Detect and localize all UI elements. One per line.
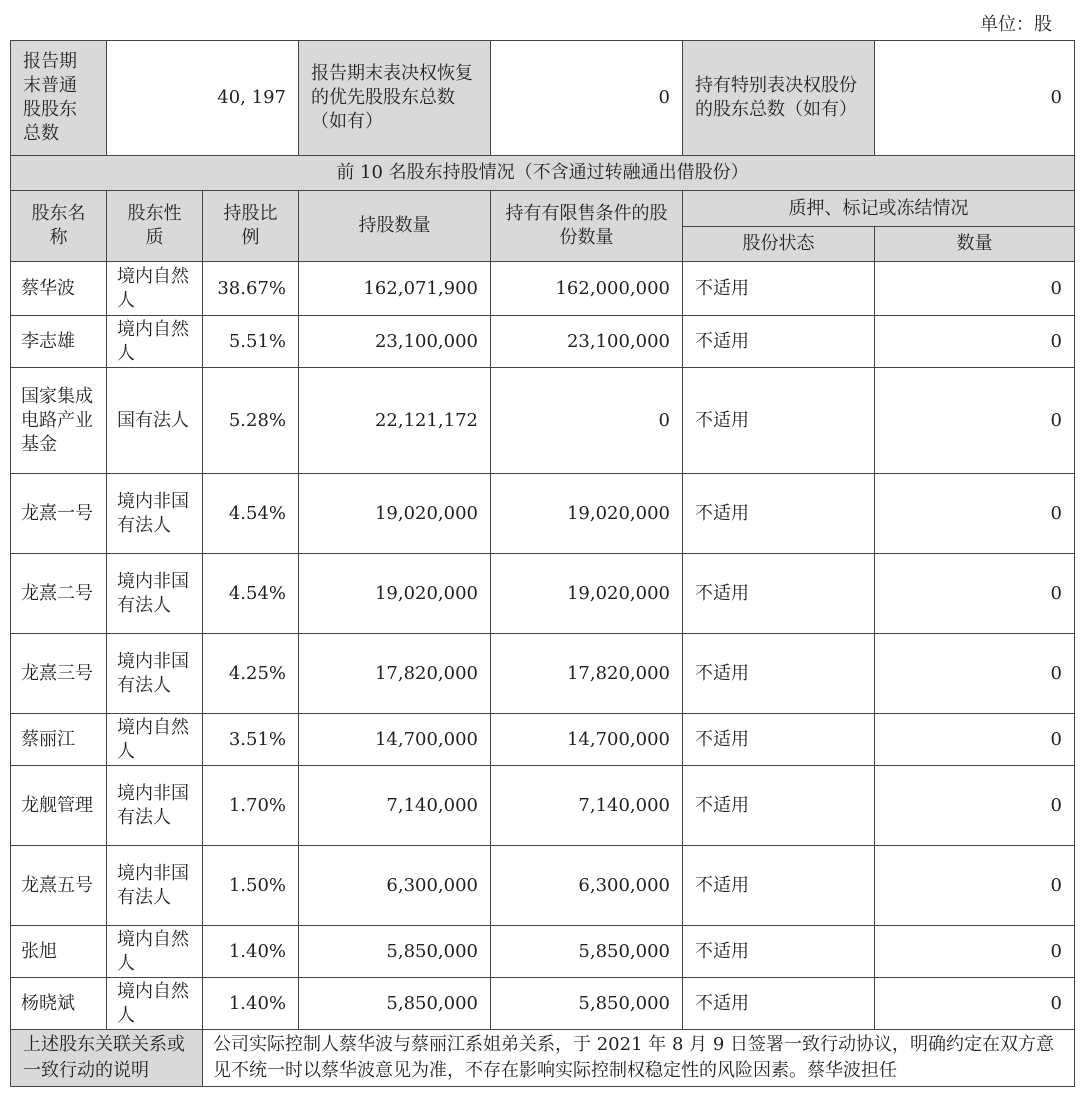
- shareholder-nature: 境内非国有法人: [107, 766, 203, 846]
- shares-held: 14,700,000: [299, 714, 491, 766]
- pledge-status: 不适用: [683, 554, 875, 634]
- note-text: 公司实际控制人蔡华波与蔡丽江系姐弟关系，于 2021 年 8 月 9 日签署一致行动协议，明确约定在双方意见不统一时以蔡华波意见为准，不存在影响实际控制权稳定性的风险因素。蔡华波担任: [203, 1030, 1075, 1087]
- restricted-shares: 7,140,000: [491, 766, 683, 846]
- pledge-status: 不适用: [683, 766, 875, 846]
- header-pledge-status: 股份状态: [683, 227, 875, 262]
- pledge-quantity: 0: [875, 978, 1075, 1030]
- pledge-quantity: 0: [875, 714, 1075, 766]
- table-row: [11, 474, 1075, 554]
- shares-held: 22,121,172: [299, 368, 491, 474]
- header-pledge-group: 质押、标记或冻结情况: [683, 191, 1075, 227]
- pledge-status: 不适用: [683, 634, 875, 714]
- pledge-quantity: 0: [875, 316, 1075, 368]
- shareholder-nature: 境内非国有法人: [107, 554, 203, 634]
- total-shareholders-label: 报告期末普通股股东总数: [11, 41, 107, 156]
- unit-label: 单位：股: [980, 14, 1052, 35]
- header-shares: 持股数量: [299, 191, 491, 262]
- restricted-shares: 5,850,000: [491, 978, 683, 1030]
- shareholder-name: 龙熹五号: [11, 846, 107, 926]
- pledge-status: 不适用: [683, 474, 875, 554]
- shareholder-name: 龙舰管理: [11, 766, 107, 846]
- pledge-status: 不适用: [683, 846, 875, 926]
- shareholding-ratio: 38.67%: [203, 262, 299, 316]
- table-row: [11, 316, 1075, 368]
- restricted-shares: 14,700,000: [491, 714, 683, 766]
- shareholding-ratio: 1.70%: [203, 766, 299, 846]
- total-shareholders-value: 40, 197: [107, 41, 299, 156]
- preferred-shareholders-value: 0: [491, 41, 683, 156]
- header-restricted: 持有有限售条件的股份数量: [491, 191, 683, 262]
- shareholder-name: 国家集成电路产业基金: [11, 368, 107, 474]
- shares-held: 5,850,000: [299, 926, 491, 978]
- pledge-quantity: 0: [875, 926, 1075, 978]
- shareholder-name: 李志雄: [11, 316, 107, 368]
- pledge-quantity: 0: [875, 368, 1075, 474]
- shareholding-ratio: 5.28%: [203, 368, 299, 474]
- shares-held: 162,071,900: [299, 262, 491, 316]
- shareholder-nature: 境内自然人: [107, 926, 203, 978]
- shareholder-nature: 国有法人: [107, 368, 203, 474]
- header-name: 股东名称: [11, 191, 107, 262]
- section-title: 前 10 名股东持股情况（不含通过转融通出借股份）: [11, 156, 1075, 191]
- shareholder-nature: 境内非国有法人: [107, 474, 203, 554]
- shareholder-table: [10, 40, 1075, 1087]
- shareholder-name: 龙熹一号: [11, 474, 107, 554]
- note-label: 上述股东关联关系或一致行动的说明: [11, 1030, 203, 1087]
- pledge-status: 不适用: [683, 926, 875, 978]
- restricted-shares: 162,000,000: [491, 262, 683, 316]
- shareholder-name: 杨晓斌: [11, 978, 107, 1030]
- shares-held: 6,300,000: [299, 846, 491, 926]
- restricted-shares: 19,020,000: [491, 474, 683, 554]
- pledge-status: 不适用: [683, 978, 875, 1030]
- table-row: [11, 926, 1075, 978]
- table-row: [11, 766, 1075, 846]
- table-row: [11, 554, 1075, 634]
- pledge-quantity: 0: [875, 262, 1075, 316]
- shareholder-name: 蔡丽江: [11, 714, 107, 766]
- restricted-shares: 0: [491, 368, 683, 474]
- table-row: [11, 634, 1075, 714]
- note-row: [11, 1030, 1075, 1087]
- pledge-status: 不适用: [683, 368, 875, 474]
- shareholder-name: 龙熹二号: [11, 554, 107, 634]
- shareholding-ratio: 1.40%: [203, 926, 299, 978]
- header-pledge-qty: 数量: [875, 227, 1075, 262]
- pledge-quantity: 0: [875, 634, 1075, 714]
- shareholding-ratio: 3.51%: [203, 714, 299, 766]
- shares-held: 7,140,000: [299, 766, 491, 846]
- shareholding-ratio: 1.50%: [203, 846, 299, 926]
- shareholder-name: 张旭: [11, 926, 107, 978]
- special-voting-value: 0: [875, 41, 1075, 156]
- shares-held: 23,100,000: [299, 316, 491, 368]
- shares-held: 19,020,000: [299, 474, 491, 554]
- pledge-status: 不适用: [683, 262, 875, 316]
- shareholder-nature: 境内自然人: [107, 978, 203, 1030]
- shareholding-ratio: 5.51%: [203, 316, 299, 368]
- restricted-shares: 23,100,000: [491, 316, 683, 368]
- header-row-1: [11, 191, 1075, 227]
- shareholder-name: 龙熹三号: [11, 634, 107, 714]
- pledge-status: 不适用: [683, 316, 875, 368]
- table-row: [11, 262, 1075, 316]
- shareholder-name: 蔡华波: [11, 262, 107, 316]
- shareholding-ratio: 4.54%: [203, 554, 299, 634]
- pledge-quantity: 0: [875, 474, 1075, 554]
- table-row: [11, 714, 1075, 766]
- shareholding-ratio: 4.25%: [203, 634, 299, 714]
- special-voting-label: 持有特别表决权股份的股东总数（如有）: [683, 41, 875, 156]
- preferred-shareholders-label: 报告期末表决权恢复的优先股股东总数（如有）: [299, 41, 491, 156]
- header-ratio: 持股比例: [203, 191, 299, 262]
- shareholding-ratio: 1.40%: [203, 978, 299, 1030]
- shareholder-nature: 境内自然人: [107, 262, 203, 316]
- shareholder-nature: 境内自然人: [107, 316, 203, 368]
- shares-held: 17,820,000: [299, 634, 491, 714]
- restricted-shares: 6,300,000: [491, 846, 683, 926]
- restricted-shares: 17,820,000: [491, 634, 683, 714]
- restricted-shares: 5,850,000: [491, 926, 683, 978]
- shareholder-nature: 境内非国有法人: [107, 846, 203, 926]
- restricted-shares: 19,020,000: [491, 554, 683, 634]
- table-row: [11, 978, 1075, 1030]
- pledge-quantity: 0: [875, 846, 1075, 926]
- shares-held: 5,850,000: [299, 978, 491, 1030]
- table-row: [11, 846, 1075, 926]
- shareholder-nature: 境内非国有法人: [107, 634, 203, 714]
- pledge-quantity: 0: [875, 554, 1075, 634]
- shares-held: 19,020,000: [299, 554, 491, 634]
- section-title-row: [11, 156, 1075, 191]
- pledge-status: 不适用: [683, 714, 875, 766]
- pledge-quantity: 0: [875, 766, 1075, 846]
- header-nature: 股东性质: [107, 191, 203, 262]
- shareholding-ratio: 4.54%: [203, 474, 299, 554]
- table-row: [11, 368, 1075, 474]
- summary-row: [11, 41, 1075, 156]
- shareholder-nature: 境内自然人: [107, 714, 203, 766]
